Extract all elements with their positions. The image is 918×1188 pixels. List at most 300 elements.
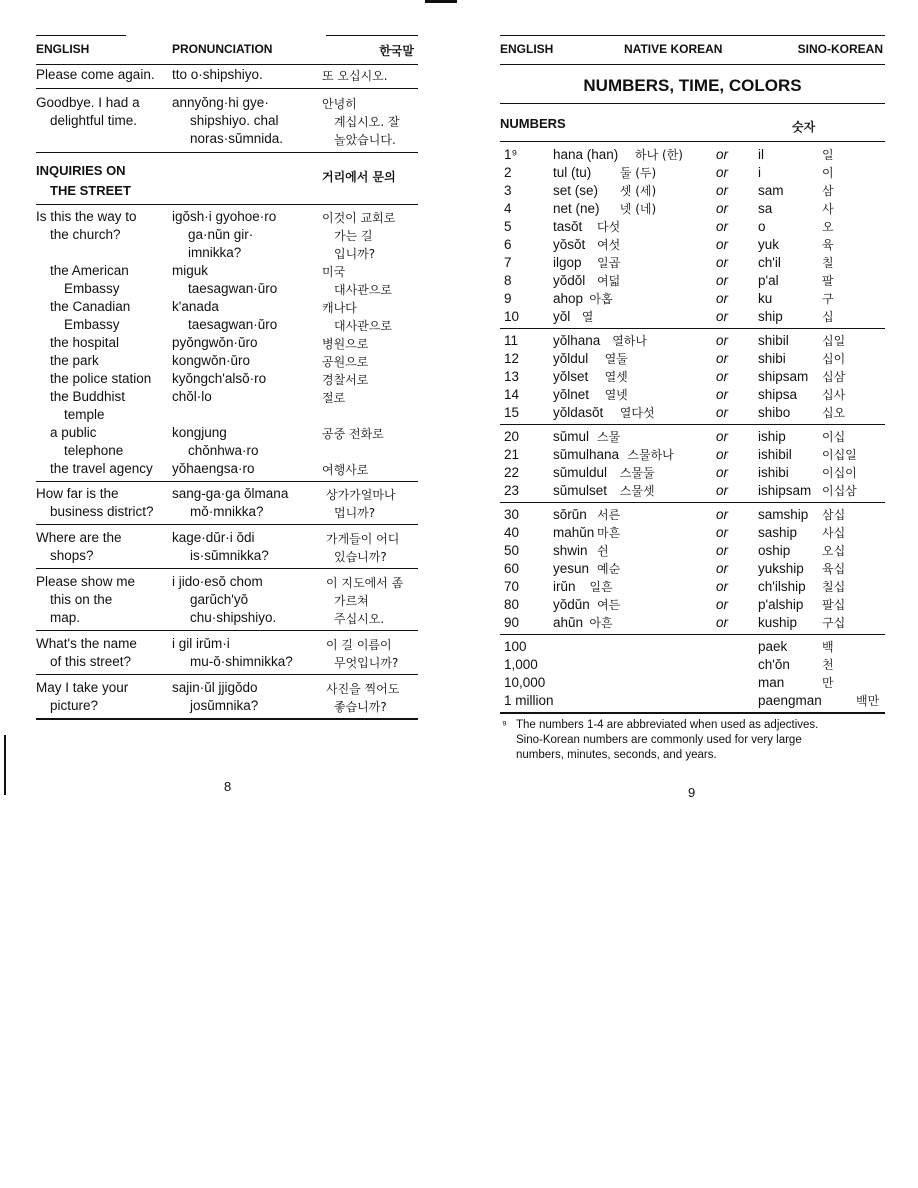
- number-value: 40: [504, 525, 520, 540]
- number-row: [500, 656, 885, 674]
- number-value: 1⁹: [504, 147, 518, 162]
- number-row: [500, 146, 885, 164]
- or-label: or: [716, 579, 729, 594]
- english-text: Please show me: [36, 574, 136, 589]
- english-text: Is this the way to: [36, 209, 137, 224]
- native-romanized: yŏldul: [553, 351, 589, 366]
- phrase-row: [36, 66, 418, 84]
- english-text: the Canadian: [50, 299, 131, 314]
- inquiry-row: [36, 424, 418, 460]
- or-label: or: [716, 147, 729, 162]
- or-label: or: [716, 183, 729, 198]
- sino-korean: 이십일: [822, 448, 857, 462]
- number-value: 21: [504, 447, 520, 462]
- english-text: Embassy: [64, 281, 120, 296]
- number-row: [500, 254, 885, 272]
- number-row: [500, 542, 885, 560]
- sino-korean: 이: [822, 166, 834, 180]
- number-row: [500, 164, 885, 182]
- korean-text: 가는 길: [334, 229, 373, 243]
- header-sino-korean: SINO-KOREAN: [797, 42, 883, 56]
- pronunciation-text: taesagwan·ŭro: [188, 317, 278, 332]
- pronunciation-text: chu·shipshiyo.: [190, 610, 277, 625]
- native-korean: 쉰: [597, 544, 609, 558]
- sino-romanized: samship: [758, 507, 809, 522]
- divider: [36, 481, 418, 482]
- page-number: 9: [688, 785, 696, 800]
- korean-text: 공원으로: [322, 355, 369, 369]
- or-label: or: [716, 351, 729, 366]
- english-text: Where are the: [36, 530, 122, 545]
- number-value: 30: [504, 507, 520, 522]
- sino-romanized: sa: [758, 201, 773, 216]
- korean-text: 좋습니까?: [334, 700, 387, 714]
- native-korean: 마흔: [597, 526, 621, 540]
- number-row: [500, 308, 885, 326]
- sino-romanized: shipsa: [758, 387, 798, 402]
- divider: [500, 502, 885, 503]
- footnote-line: Sino-Korean numbers are commonly used for very large: [516, 734, 802, 746]
- korean-text: 입니까?: [334, 247, 376, 261]
- number-row: [500, 386, 885, 404]
- or-label: or: [716, 219, 729, 234]
- sino-romanized: ishibil: [758, 447, 792, 462]
- native-romanized: sŭmulset: [553, 483, 608, 498]
- native-korean: 아흔: [589, 616, 613, 630]
- native-korean: 스물: [597, 430, 621, 444]
- sino-romanized: paek: [758, 639, 788, 654]
- english-text: the travel agency: [50, 461, 153, 476]
- native-korean: 넷 (네): [619, 202, 657, 216]
- korean-text: 이 길 이름이: [326, 638, 392, 652]
- native-korean: 둘 (두): [619, 166, 657, 180]
- pronunciation-text: tto o·shipshiyo.: [172, 67, 263, 82]
- or-label: or: [716, 405, 729, 420]
- sino-romanized: ship: [758, 309, 783, 324]
- number-value: 10: [504, 309, 520, 324]
- english-text: of this street?: [50, 654, 132, 669]
- or-label: or: [716, 525, 729, 540]
- or-label: or: [716, 291, 729, 306]
- divider: [500, 424, 885, 425]
- pronunciation-text: pyŏngwŏn·ŭro: [172, 335, 258, 350]
- sino-romanized: sam: [758, 183, 784, 198]
- native-romanized: set (se): [553, 183, 599, 198]
- question-row: [36, 573, 418, 627]
- sino-korean: 일: [822, 148, 834, 162]
- english-text: the American: [50, 263, 129, 278]
- korean-text: 병원으로: [322, 337, 369, 351]
- number-value: 4: [504, 201, 512, 216]
- or-label: or: [716, 387, 729, 402]
- or-label: or: [716, 333, 729, 348]
- divider: [36, 718, 418, 720]
- sino-korean: 십: [822, 310, 834, 324]
- divider: [500, 712, 885, 714]
- number-value: 5: [504, 219, 512, 234]
- or-label: or: [716, 483, 729, 498]
- native-korean: 스물셋: [619, 484, 655, 498]
- number-row: [500, 368, 885, 386]
- native-korean: 서른: [597, 508, 621, 522]
- sino-romanized: ch'ilship: [758, 579, 806, 594]
- number-value: 1 million: [504, 693, 554, 708]
- number-value: 100: [504, 639, 527, 654]
- korean-text: 사진을 찍어도: [326, 682, 400, 696]
- pronunciation-text: sang-ga·ga ŏlmana: [172, 486, 289, 501]
- pronunciation-text: i jido·esŏ chom: [172, 574, 263, 589]
- korean-text: 주십시오.: [334, 612, 385, 626]
- sino-romanized: il: [758, 147, 764, 162]
- section-title-line: THE STREET: [50, 183, 131, 198]
- native-romanized: sŭmulhana: [553, 447, 620, 462]
- english-text: a public: [50, 425, 97, 440]
- page-number: 8: [224, 779, 232, 794]
- right-column-headers: [500, 40, 885, 65]
- sino-korean: 이십삼: [822, 484, 857, 498]
- english-text: telephone: [64, 443, 124, 458]
- left-page: [36, 0, 418, 1188]
- native-romanized: yŏdŭn: [553, 597, 590, 612]
- korean-text: 경찰서로: [322, 373, 369, 387]
- native-korean: 일흔: [589, 580, 613, 594]
- number-row: [500, 350, 885, 368]
- or-label: or: [716, 237, 729, 252]
- sino-korean: 사: [822, 202, 834, 216]
- sino-romanized: kuship: [758, 615, 798, 630]
- english-text: May I take your: [36, 680, 129, 695]
- native-romanized: shwin: [553, 543, 588, 558]
- korean-text: 대사관으로: [334, 283, 392, 297]
- native-korean: 일곱: [597, 256, 621, 270]
- native-romanized: sŭmul: [553, 429, 590, 444]
- sino-korean: 십삼: [822, 370, 846, 384]
- divider: [36, 674, 418, 675]
- inquiry-row: [36, 208, 418, 262]
- number-row: [500, 332, 885, 350]
- sino-romanized: ishibi: [758, 465, 789, 480]
- pronunciation-text: k'anada: [172, 299, 219, 314]
- sino-romanized: i: [758, 165, 761, 180]
- or-label: or: [716, 543, 729, 558]
- korean-text: 미국: [322, 265, 346, 279]
- number-row: [500, 428, 885, 446]
- number-row: [500, 638, 885, 656]
- number-value: 80: [504, 597, 520, 612]
- scan-edge-mark: [4, 735, 6, 795]
- korean-text: 상가가얼마나: [326, 488, 396, 502]
- header-native-korean: NATIVE KOREAN: [624, 42, 723, 56]
- native-romanized: tasŏt: [553, 219, 583, 234]
- sino-romanized: p'alship: [758, 597, 804, 612]
- number-value: 90: [504, 615, 520, 630]
- pronunciation-text: kage·dŭr·i ŏdi: [172, 530, 255, 545]
- native-romanized: yŏlset: [553, 369, 589, 384]
- sino-korean: 십일: [822, 334, 846, 348]
- or-label: or: [716, 201, 729, 216]
- korean-text: 놀았습니다.: [334, 133, 396, 147]
- number-row: [500, 218, 885, 236]
- native-korean: 여든: [597, 598, 621, 612]
- number-value: 7: [504, 255, 512, 270]
- native-korean: 스물하나: [627, 448, 674, 462]
- divider: [36, 204, 418, 205]
- sino-korean: 육: [822, 238, 834, 252]
- numbers-label-korean: 숫자: [792, 120, 816, 134]
- footnote-marker: ⁹: [502, 719, 507, 731]
- sino-korean: 칠십: [822, 580, 846, 594]
- number-row: [500, 200, 885, 218]
- native-korean: 예순: [597, 562, 621, 576]
- korean-text: 가르쳐: [334, 594, 369, 608]
- korean-text: 있습니까?: [334, 550, 387, 564]
- native-korean: 열셋: [604, 370, 628, 384]
- native-korean: 열하나: [612, 334, 647, 348]
- number-value: 6: [504, 237, 512, 252]
- native-romanized: mahŭn: [553, 525, 595, 540]
- pronunciation-text: garŭch'yŏ: [190, 592, 249, 607]
- sino-korean: 오: [822, 220, 834, 234]
- question-row: [36, 635, 418, 671]
- native-romanized: ilgop: [553, 255, 582, 270]
- sino-korean: 칠: [822, 256, 834, 270]
- english-text: What's the name: [36, 636, 137, 651]
- or-label: or: [716, 447, 729, 462]
- header-english: ENGLISH: [500, 42, 554, 56]
- sino-romanized: shibi: [758, 351, 786, 366]
- native-korean: 여섯: [597, 238, 621, 252]
- number-row: [500, 578, 885, 596]
- number-row: [500, 182, 885, 200]
- section-heading: [36, 162, 418, 202]
- pronunciation-text: sajin·ŭl jjigŏdo: [172, 680, 258, 695]
- or-label: or: [716, 165, 729, 180]
- pronunciation-text: imnikka?: [188, 245, 242, 260]
- question-row: [36, 485, 418, 521]
- korean-text: 또 오십시오.: [322, 69, 388, 83]
- sino-romanized: ch'ŏn: [758, 657, 790, 672]
- top-rule: [500, 35, 885, 36]
- english-text: Please come again.: [36, 67, 155, 82]
- native-korean: 열넷: [604, 388, 628, 402]
- pronunciation-text: annyŏng·hi gye·: [172, 95, 269, 110]
- number-value: 2: [504, 165, 512, 180]
- pronunciation-text: kongwŏn·ŭro: [172, 353, 251, 368]
- pronunciation-text: chŏl·lo: [172, 389, 212, 404]
- sino-romanized: shibo: [758, 405, 791, 420]
- pronunciation-text: kongjung: [172, 425, 227, 440]
- number-row: [500, 464, 885, 482]
- number-row: [500, 614, 885, 632]
- number-value: 22: [504, 465, 520, 480]
- footnote-line: The numbers 1-4 are abbreviated when used as adjectives.: [516, 719, 819, 731]
- sino-romanized: man: [758, 675, 785, 690]
- english-text: the park: [50, 353, 99, 368]
- inquiry-row: [36, 298, 418, 334]
- pronunciation-text: mŏ·mnikka?: [190, 504, 264, 519]
- english-text: delightful time.: [50, 113, 138, 128]
- header-pronunciation: PRONUNCIATION: [172, 42, 273, 56]
- native-romanized: yŏdŏl: [553, 273, 586, 288]
- sino-romanized: shipsam: [758, 369, 809, 384]
- native-romanized: yŏldasŏt: [553, 405, 604, 420]
- native-korean: 열다섯: [619, 406, 655, 420]
- number-value: 13: [504, 369, 520, 384]
- number-value: 60: [504, 561, 520, 576]
- english-text: picture?: [50, 698, 99, 713]
- pronunciation-text: josŭmnika?: [190, 698, 259, 713]
- english-text: Embassy: [64, 317, 120, 332]
- sino-korean: 삼: [822, 184, 834, 198]
- numbers-label: NUMBERS: [500, 116, 566, 131]
- number-value: 14: [504, 387, 520, 402]
- korean-text: 멉니까?: [334, 506, 376, 520]
- native-romanized: tul (tu): [553, 165, 592, 180]
- number-row: [500, 482, 885, 500]
- native-romanized: irŭn: [553, 579, 576, 594]
- number-value: 50: [504, 543, 520, 558]
- sino-romanized: ch'il: [758, 255, 781, 270]
- korean-text: 무엇입니까?: [334, 656, 399, 670]
- sino-korean: 십이: [822, 352, 846, 366]
- sino-korean: 천: [822, 658, 834, 672]
- divider: [36, 568, 418, 569]
- korean-text: 대사관으로: [334, 319, 392, 333]
- header-korean: 한국말: [379, 44, 414, 58]
- korean-text: 이 지도에서 좀: [326, 576, 404, 590]
- korean-text: 캐나다: [322, 301, 357, 315]
- number-value: 10,000: [504, 675, 546, 690]
- sino-korean: 십오: [822, 406, 846, 420]
- pronunciation-text: chŏnhwa·ro: [188, 443, 259, 458]
- korean-text: 계십시오. 잘: [334, 115, 400, 129]
- sino-korean: 팔십: [822, 598, 846, 612]
- native-romanized: yŏlnet: [553, 387, 590, 402]
- or-label: or: [716, 273, 729, 288]
- sino-korean: 삼십: [822, 508, 846, 522]
- right-page: [500, 0, 885, 1188]
- inquiry-row: [36, 262, 418, 298]
- native-romanized: yŏlhana: [553, 333, 601, 348]
- native-romanized: net (ne): [553, 201, 600, 216]
- left-column-headers: [36, 40, 418, 65]
- pronunciation-text: shipshiyo. chal: [190, 113, 279, 128]
- divider: [36, 152, 418, 153]
- question-row: [36, 529, 418, 565]
- number-value: 1,000: [504, 657, 538, 672]
- inquiry-row: [36, 352, 418, 370]
- number-row: [500, 674, 885, 692]
- divider: [500, 328, 885, 329]
- number-value: 3: [504, 183, 512, 198]
- or-label: or: [716, 255, 729, 270]
- section-title: NUMBERS, TIME, COLORS: [583, 76, 802, 95]
- divider: [36, 630, 418, 631]
- divider: [500, 141, 885, 142]
- sino-korean: 오십: [822, 544, 846, 558]
- sino-korean: 팔: [822, 274, 834, 288]
- number-value: 12: [504, 351, 520, 366]
- divider: [36, 524, 418, 525]
- korean-text: 이것이 교회로: [322, 211, 396, 225]
- native-korean: 여덟: [597, 274, 621, 288]
- native-romanized: sŏrŭn: [553, 507, 587, 522]
- native-romanized: yesun: [553, 561, 590, 576]
- number-value: 15: [504, 405, 520, 420]
- top-rule: [36, 35, 126, 36]
- pronunciation-text: mu-ŏ·shimnikka?: [190, 654, 293, 669]
- sino-romanized: yukship: [758, 561, 804, 576]
- number-value: 23: [504, 483, 520, 498]
- sino-korean: 구십: [822, 616, 846, 630]
- sino-korean: 육십: [822, 562, 846, 576]
- sino-korean: 만: [822, 676, 834, 690]
- native-romanized: yŏsŏt: [553, 237, 586, 252]
- inquiry-row: [36, 370, 418, 388]
- or-label: or: [716, 369, 729, 384]
- english-text: the police station: [50, 371, 152, 386]
- english-text: business district?: [50, 504, 154, 519]
- english-text: this on the: [50, 592, 113, 607]
- or-label: or: [716, 507, 729, 522]
- sino-romanized: oship: [758, 543, 791, 558]
- sino-romanized: yuk: [758, 237, 780, 252]
- number-row: [500, 290, 885, 308]
- sino-romanized: ku: [758, 291, 773, 306]
- sino-romanized: iship: [758, 429, 786, 444]
- english-text: temple: [64, 407, 105, 422]
- sino-korean: 백만: [856, 694, 880, 708]
- sino-romanized: saship: [758, 525, 798, 540]
- native-korean: 열둘: [604, 352, 628, 366]
- inquiry-row: [36, 334, 418, 352]
- native-korean: 하나 (한): [635, 148, 683, 162]
- sino-korean: 구: [822, 292, 834, 306]
- number-row: [500, 692, 885, 710]
- number-row: [500, 404, 885, 422]
- native-romanized: hana (han): [553, 147, 619, 162]
- or-label: or: [716, 309, 729, 324]
- divider: [500, 634, 885, 635]
- or-label: or: [716, 615, 729, 630]
- english-text: Goodbye. I had a: [36, 95, 140, 110]
- number-row: [500, 560, 885, 578]
- native-korean: 다섯: [597, 220, 621, 234]
- number-value: 20: [504, 429, 520, 444]
- or-label: or: [716, 597, 729, 612]
- english-text: the Buddhist: [50, 389, 126, 404]
- native-korean: 스물둘: [619, 466, 655, 480]
- sino-korean: 사십: [822, 526, 846, 540]
- sino-romanized: shibil: [758, 333, 789, 348]
- top-rule: [326, 35, 418, 36]
- pronunciation-text: miguk: [172, 263, 209, 278]
- number-row: [500, 272, 885, 290]
- korean-text: 절로: [322, 391, 346, 405]
- or-label: or: [716, 465, 729, 480]
- number-row: [500, 446, 885, 464]
- number-value: 8: [504, 273, 512, 288]
- sino-korean: 백: [822, 640, 834, 654]
- english-text: the church?: [50, 227, 121, 242]
- sino-korean: 십사: [822, 388, 846, 402]
- number-row: [500, 524, 885, 542]
- number-row: [500, 236, 885, 254]
- english-text: map.: [50, 610, 81, 625]
- number-value: 11: [504, 333, 519, 348]
- pronunciation-text: taesagwan·ŭro: [188, 281, 278, 296]
- korean-text: 공중 전화로: [322, 427, 384, 441]
